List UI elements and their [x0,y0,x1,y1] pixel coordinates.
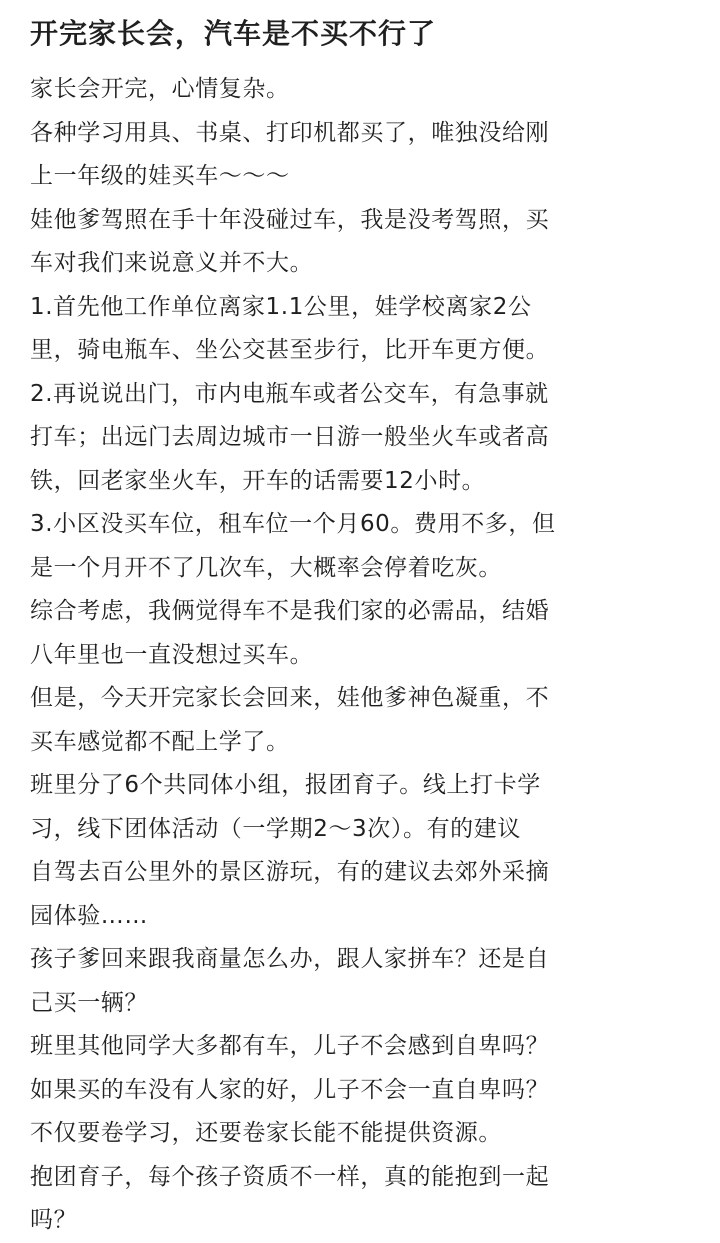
text-line: 各种学习用具、书桌、打印机都买了，唯独没给刚 [30,119,550,146]
text-line: 习，线下团体活动（一学期2～3次）。有的建议 [30,815,521,842]
text-line: 园体验…… [30,902,148,929]
text-line: 买车感觉都不配上学了。 [30,728,290,755]
text-line: 班里其他同学大多都有车，儿子不会感到自卑吗？ [30,1033,550,1059]
text-line: 孩子爹回来跟我商量怎么办，跟人家拼车？还是自 [30,946,550,972]
text-line: 是一个月开不了几次车，大概率会停着吃灰。 [30,554,502,581]
text-line: 打车；出远门去周边城市一日游一般坐火车或者高 [30,424,550,450]
text-line: 不仅要卷学习，还要卷家长能不能提供资源。 [30,1120,502,1146]
text-line: 铁，回老家坐火车，开车的话需要12小时。 [30,467,486,494]
text-line: 上一年级的娃买车～～～ [30,163,290,189]
text-line: 2.再说说出门，市内电瓶车或者公交车，有急事就 [30,380,549,407]
text-line: 如果买的车没有人家的好，儿子不会一直自卑吗？ [30,1076,550,1103]
text-line: 娃他爹驾照在手十年没碰过车，我是没考驾照，买 [30,206,550,233]
text-line: 抱团育子，每个孩子资质不一样，真的能抱到一起 [30,1163,550,1190]
text-line: 自驾去百公里外的景区游玩，有的建议去郊外采摘 [30,859,550,885]
text-line: 但是，今天开完家长会回来，娃他爹神色凝重，不 [30,685,550,711]
text-line: 己买一辆？ [30,989,148,1016]
text-line: 吗？ [30,1207,78,1233]
post-title: 开完家长会，汽车是不买不行了 [30,17,437,50]
post-body [30,68,694,1243]
text-line: 1.首先他工作单位离家1.1公里，娃学校离家2公 [30,293,532,320]
text-line: 3.小区没买车位，租车位一个月60。费用不多，但 [30,511,556,537]
text-line: 家长会开完，心情复杂。 [30,76,290,102]
text-line: 综合考虑，我俩觉得车不是我们家的必需品，结婚 [30,598,550,624]
text-line: 八年里也一直没想过买车。 [30,641,314,668]
text-line: 里，骑电瓶车、坐公交甚至步行，比开车更方便。 [30,337,550,363]
text-line: 车对我们来说意义并不大。 [30,250,314,276]
text-line: 班里分了6个共同体小组，报团育子。线上打卡学 [30,772,541,798]
